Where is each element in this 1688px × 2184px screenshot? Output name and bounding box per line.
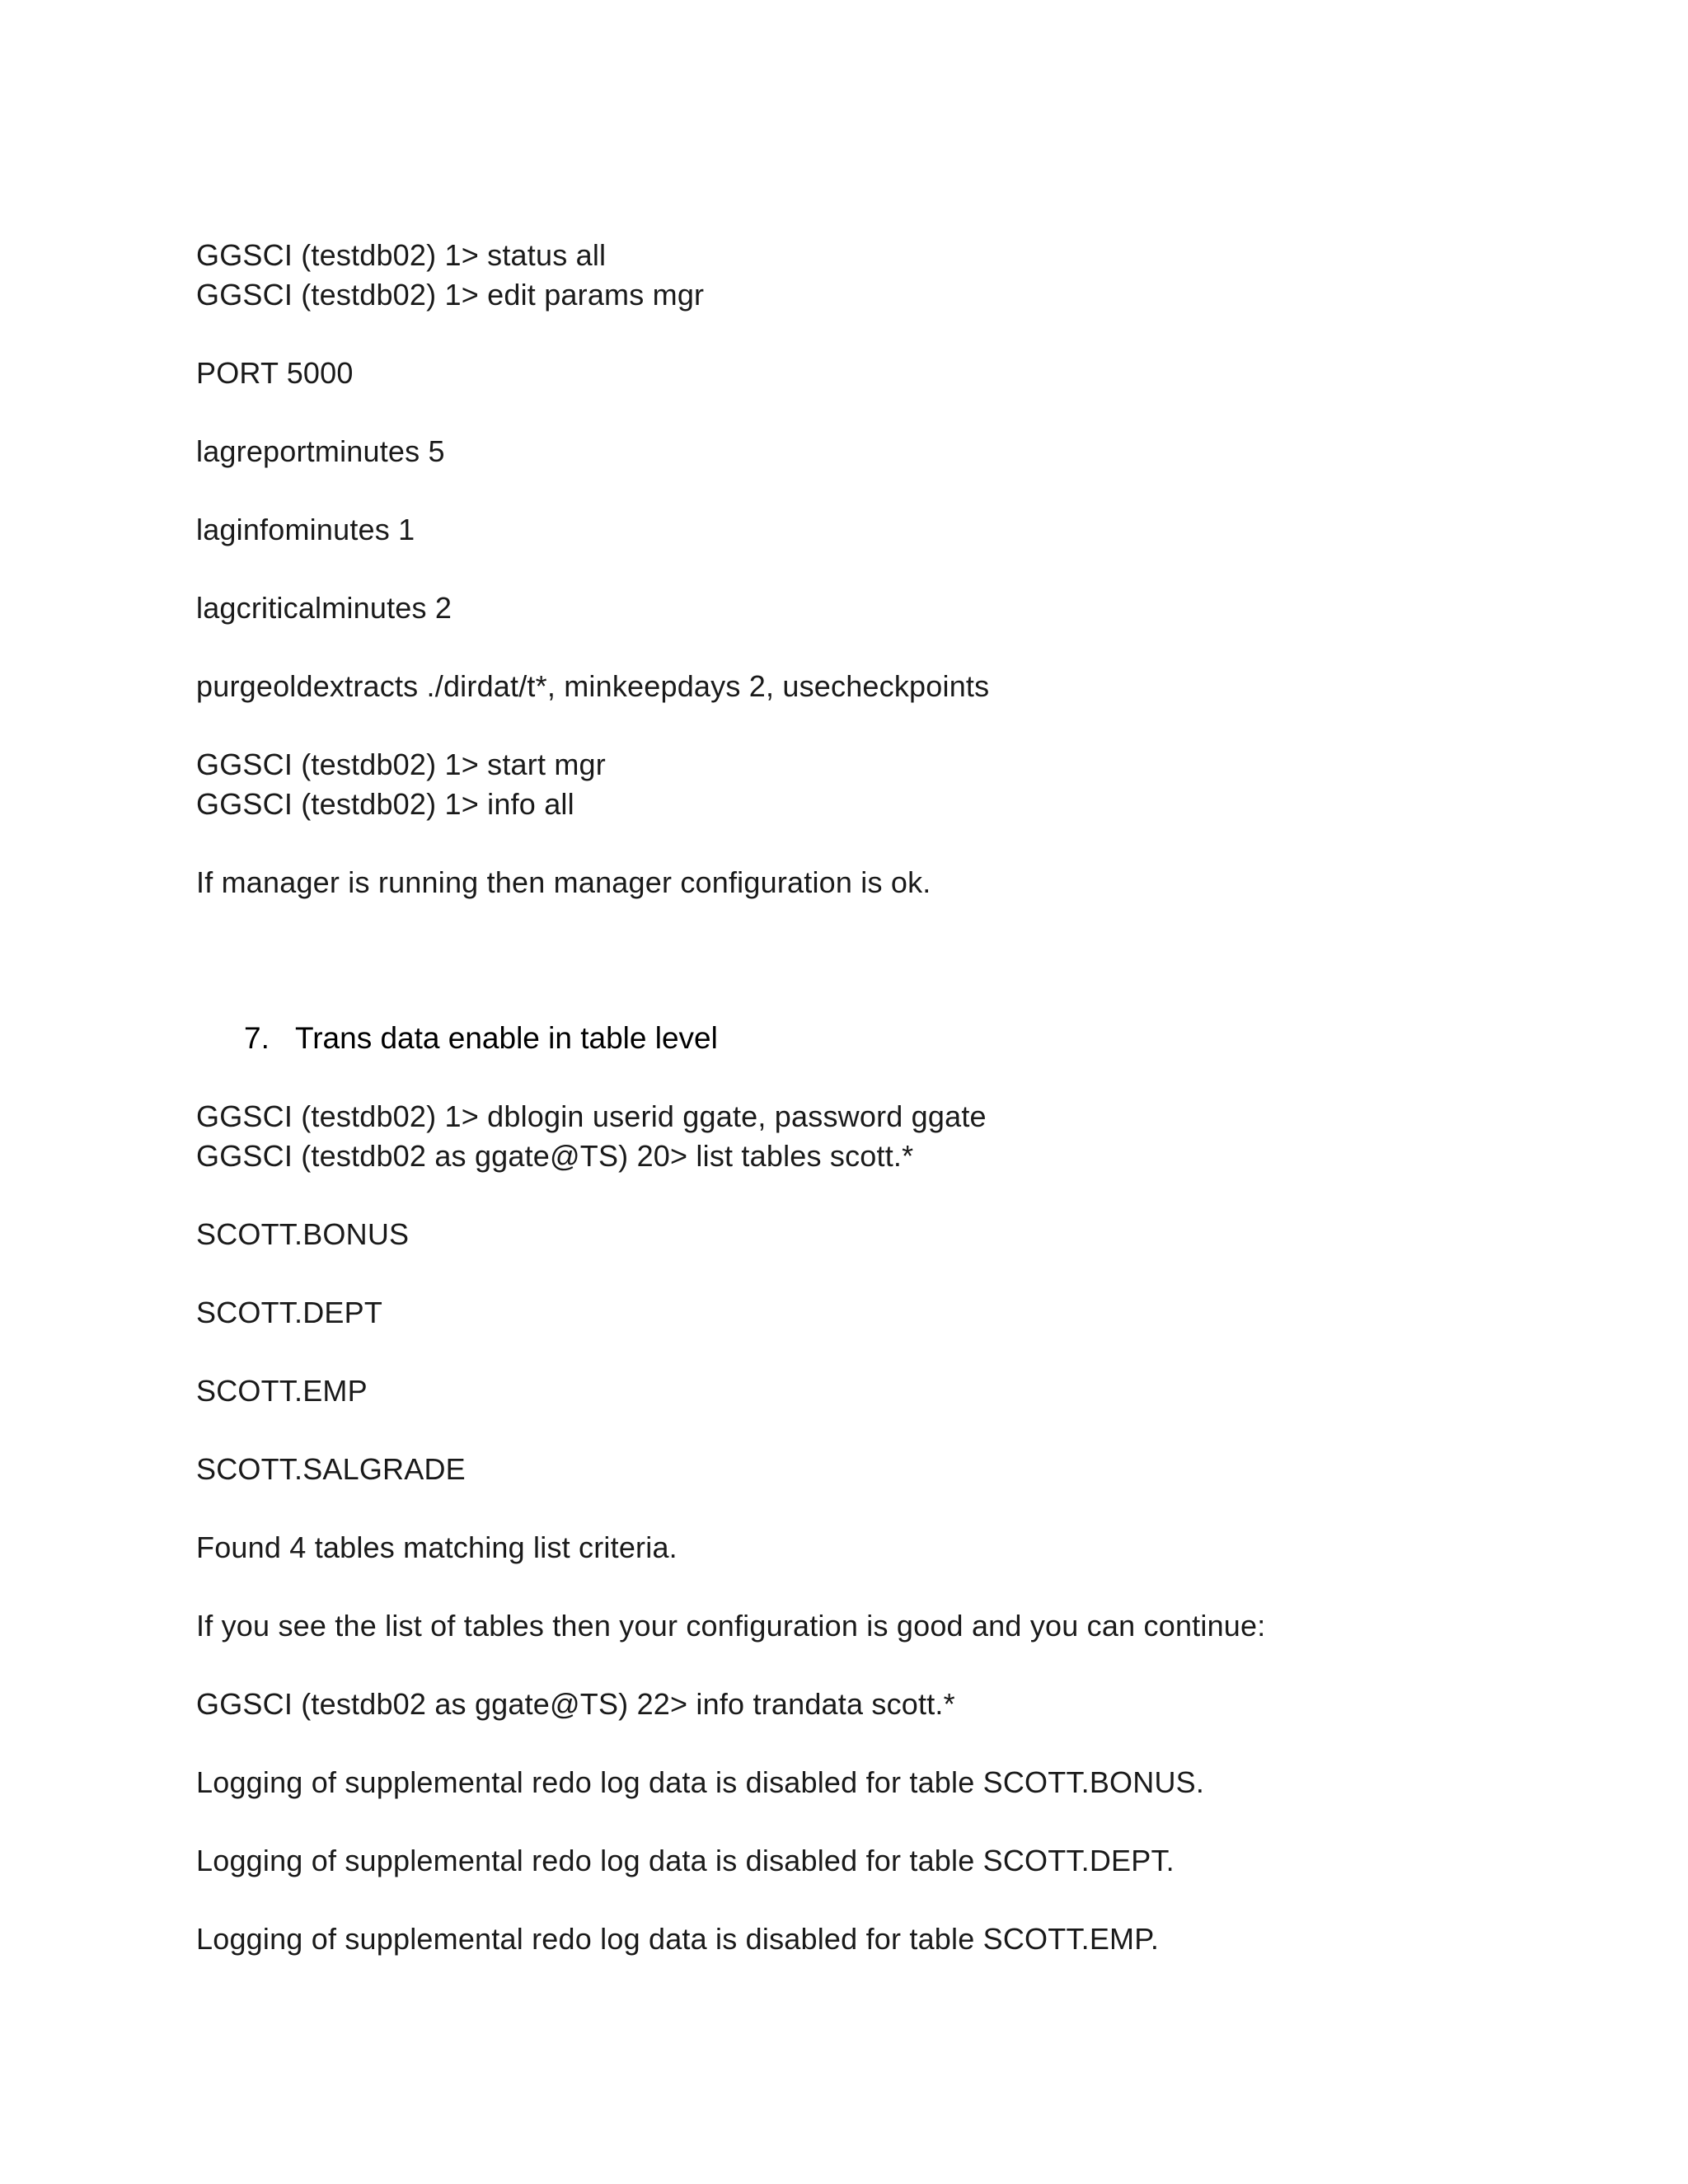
section-title: Trans data enable in table level <box>295 1021 718 1055</box>
logging-line: Logging of supplemental redo log data is disabled for table SCOTT.EMP. <box>196 1922 1160 1956</box>
table-name: SCOTT.BONUS <box>196 1217 410 1251</box>
command-line: GGSCI (testdb02 as ggate@TS) 22> info trandata scott.* <box>196 1687 955 1721</box>
param-line: lagcriticalminutes 2 <box>196 591 452 625</box>
param-line: PORT 5000 <box>196 356 354 390</box>
logging-line: Logging of supplemental redo log data is disabled for table SCOTT.BONUS. <box>196 1765 1205 1799</box>
param-line: lagreportminutes 5 <box>196 434 445 468</box>
command-line: GGSCI (testdb02) 1> info all <box>196 787 574 821</box>
note-text: If you see the list of tables then your configuration is good and you can continue: <box>196 1609 1266 1643</box>
param-line: laginfominutes 1 <box>196 513 415 546</box>
table-name: SCOTT.SALGRADE <box>196 1452 466 1486</box>
table-name: SCOTT.DEPT <box>196 1296 383 1329</box>
command-line: GGSCI (testdb02) 1> start mgr <box>196 748 606 781</box>
command-line: GGSCI (testdb02) 1> dblogin userid ggate, password ggate <box>196 1099 987 1133</box>
param-line: purgeoldextracts ./dirdat/t*, minkeepdays 2, usecheckpoints <box>196 669 990 703</box>
logging-line: Logging of supplemental redo log data is disabled for table SCOTT.DEPT. <box>196 1844 1175 1877</box>
result-text: Found 4 tables matching list criteria. <box>196 1530 678 1564</box>
command-line: GGSCI (testdb02) 1> status all <box>196 238 607 272</box>
section-number: 7. <box>244 1021 270 1055</box>
section-heading <box>244 1019 718 1058</box>
note-text: If manager is running then manager configuration is ok. <box>196 865 931 899</box>
command-line: GGSCI (testdb02) 1> edit params mgr <box>196 278 705 312</box>
command-line: GGSCI (testdb02 as ggate@TS) 20> list tables scott.* <box>196 1139 914 1173</box>
table-name: SCOTT.EMP <box>196 1374 368 1408</box>
